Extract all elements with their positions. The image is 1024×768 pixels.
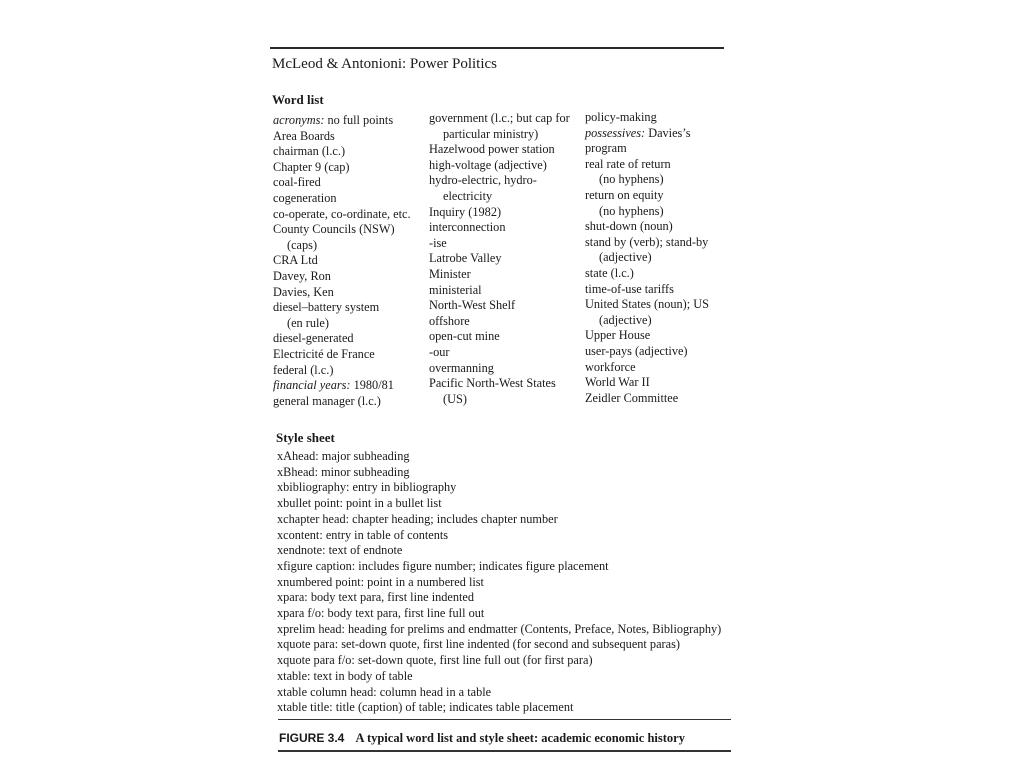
word-list-entry <box>429 220 577 236</box>
word-list-column-2 <box>429 111 577 407</box>
style-description: chapter heading; includes chapter number <box>352 511 558 526</box>
style-description: title (caption) of table; indicates table placement <box>335 700 574 715</box>
entry-text: (US) <box>443 391 467 406</box>
style-description: includes figure number; indicates figure placement <box>358 558 609 573</box>
word-list-entry <box>585 204 723 220</box>
style-description: entry in table of contents <box>325 527 449 542</box>
word-list-entry <box>273 363 423 379</box>
style-sheet-list <box>277 449 727 716</box>
word-list-entry <box>273 316 423 332</box>
entry-text: state (l.c.) <box>585 265 634 280</box>
entry-text: federal (l.c.) <box>273 362 334 377</box>
style-code: xpara f/o: <box>277 606 325 621</box>
entry-text: offshore <box>429 313 470 328</box>
word-list-entry <box>429 376 577 392</box>
word-list-entry <box>273 160 423 176</box>
word-list-entry <box>429 173 577 189</box>
word-list-entry <box>273 222 423 238</box>
word-list-entry <box>585 282 723 298</box>
entry-lead: acronyms: <box>273 113 325 127</box>
word-list-entry <box>429 189 577 205</box>
entry-text: United States (noun); US <box>585 297 709 312</box>
word-list-entry <box>429 283 577 299</box>
word-list-entry <box>429 361 577 377</box>
entry-text: diesel-generated <box>273 331 354 346</box>
style-code: xquote para f/o: <box>277 653 355 668</box>
entry-text: return on equity <box>585 187 664 202</box>
word-list-entry <box>273 253 423 269</box>
entry-text: user-pays (adjective) <box>585 343 688 358</box>
style-description: minor subheading <box>321 464 410 479</box>
style-code: xbibliography: <box>277 480 350 495</box>
entry-text: overmanning <box>429 360 494 375</box>
entry-lead: financial years: <box>273 378 351 393</box>
style-description: point in a numbered list <box>367 574 484 589</box>
style-code: xAhead: <box>277 449 319 463</box>
style-sheet-item <box>277 669 727 685</box>
word-list-entry <box>273 394 423 410</box>
word-list-entry <box>429 158 577 174</box>
caption-top-rule <box>278 719 731 720</box>
entry-text: (no hyphens) <box>599 203 664 218</box>
word-list-entry <box>273 238 423 254</box>
word-list-entry <box>585 157 723 173</box>
word-list-entry <box>273 269 423 285</box>
top-rule <box>270 47 724 49</box>
style-sheet-item <box>277 590 727 606</box>
style-sheet-item <box>277 465 727 481</box>
entry-text: Chapter 9 (cap) <box>273 159 350 174</box>
entry-text: -our <box>429 344 450 359</box>
entry-text: Inquiry (1982) <box>429 204 502 219</box>
entry-text: chairman (l.c.) <box>273 144 346 159</box>
style-description: heading for prelims and endmatter (Contents, Preface, Notes, Bibliography) <box>348 621 722 636</box>
entry-text: (caps) <box>287 237 318 252</box>
entry-text: program <box>585 141 627 156</box>
entry-text: high-voltage (adjective) <box>429 157 547 172</box>
word-list-entry <box>585 313 723 329</box>
word-list-entry <box>273 285 423 301</box>
entry-text: workforce <box>585 359 636 374</box>
word-list-entry <box>273 175 423 191</box>
style-sheet-item <box>277 575 727 591</box>
style-code: xpara: <box>277 590 308 605</box>
style-description: set-down quote, first line full out (for first para) <box>357 653 593 668</box>
style-code: xquote para: <box>277 637 339 652</box>
style-sheet-item <box>277 480 727 496</box>
style-code: xtable title: <box>277 700 333 715</box>
entry-text: diesel–battery system <box>273 300 380 315</box>
word-list-heading: Word list <box>272 92 324 107</box>
word-list-entry <box>429 298 577 314</box>
entry-text: coal-fired <box>273 175 321 190</box>
entry-text: interconnection <box>429 220 506 235</box>
word-list-entry <box>273 347 423 363</box>
entry-text: World War II <box>585 375 650 390</box>
word-list-entry <box>585 172 723 188</box>
style-code: xtable: <box>277 668 311 683</box>
style-code: xfigure caption: <box>277 558 356 573</box>
entry-text: Upper House <box>585 328 651 343</box>
entry-text: general manager (l.c.) <box>273 393 381 408</box>
style-sheet-item <box>277 496 727 512</box>
entry-text: Davey, Ron <box>273 268 331 283</box>
style-sheet-item <box>277 512 727 528</box>
figure-caption <box>279 731 685 746</box>
word-list-entry <box>429 267 577 283</box>
style-code: xtable column head: <box>277 684 377 699</box>
word-list-entry <box>585 219 723 235</box>
word-list-entry <box>585 360 723 376</box>
entry-text: policy-making <box>585 110 657 124</box>
style-code: xBhead: <box>277 464 318 479</box>
word-list-entry <box>429 314 577 330</box>
entry-text: Latrobe Valley <box>429 251 502 266</box>
style-code: xprelim head: <box>277 621 345 636</box>
style-sheet-item <box>277 606 727 622</box>
style-sheet-item <box>277 637 727 653</box>
entry-text: Zeidler Committee <box>585 390 679 405</box>
style-description: body text para, first line indented <box>310 590 475 605</box>
word-list-entry <box>429 329 577 345</box>
word-list-column-1 <box>273 113 423 409</box>
style-sheet-item <box>277 528 727 544</box>
entry-text: (no hyphens) <box>599 172 664 187</box>
entry-text: stand by (verb); stand-by <box>585 234 709 249</box>
style-sheet-item <box>277 622 727 638</box>
style-code: xbullet point: <box>277 496 343 511</box>
word-list-entry <box>585 266 723 282</box>
word-list-entry <box>585 375 723 391</box>
word-list-entry <box>429 251 577 267</box>
word-list-entry <box>429 236 577 252</box>
entry-text: Hazelwood power station <box>429 142 555 157</box>
entry-text: County Councils (NSW) <box>273 222 395 237</box>
word-list-entry <box>585 250 723 266</box>
word-list-entry <box>273 378 423 394</box>
entry-text: Electricité de France <box>273 346 375 361</box>
entry-text: 1980/81 <box>350 378 394 393</box>
word-list-entry <box>273 129 423 145</box>
style-code: xnumbered point: <box>277 574 365 589</box>
word-list-entry <box>585 141 723 157</box>
style-description: body text para, first line full out <box>327 606 485 621</box>
entry-lead: possessives: <box>585 125 646 140</box>
style-sheet-item <box>277 449 727 465</box>
word-list-entry <box>273 300 423 316</box>
entry-text: -ise <box>429 235 447 250</box>
entry-text: government (l.c.; but cap for <box>429 111 570 125</box>
word-list-entry <box>273 191 423 207</box>
style-description: column head in a table <box>379 684 492 699</box>
word-list-entry <box>429 392 577 408</box>
entry-text: open-cut mine <box>429 329 500 344</box>
style-description: point in a bullet list <box>346 496 442 511</box>
style-sheet-item <box>277 559 727 575</box>
style-description: text of endnote <box>328 543 403 558</box>
word-list-entry <box>585 297 723 313</box>
entry-text: time-of-use tariffs <box>585 281 674 296</box>
entry-text: North-West Shelf <box>429 298 516 313</box>
entry-text: Minister <box>429 266 471 281</box>
word-list-entry <box>429 345 577 361</box>
word-list-entry <box>585 391 723 407</box>
word-list-entry <box>429 205 577 221</box>
word-list-entry <box>273 207 423 223</box>
page-title: McLeod & Antonioni: Power Politics <box>272 56 497 72</box>
style-description: set-down quote, first line indented (for second and subsequent paras) <box>341 637 680 652</box>
style-sheet-item <box>277 653 727 669</box>
figure-caption-text: A typical word list and style sheet: academic economic history <box>355 731 685 745</box>
style-description: entry in bibliography <box>352 480 457 495</box>
entry-text: cogeneration <box>273 190 337 205</box>
word-list-entry <box>273 144 423 160</box>
word-list-column-3 <box>585 110 723 406</box>
entry-text: Davies, Ken <box>273 284 334 299</box>
word-list-entry <box>273 331 423 347</box>
style-sheet-item <box>277 700 727 716</box>
entry-text: real rate of return <box>585 156 671 171</box>
word-list-entry <box>585 344 723 360</box>
entry-text: ministerial <box>429 282 482 297</box>
style-description: major subheading <box>321 449 410 463</box>
style-sheet-item <box>277 543 727 559</box>
word-list-entry <box>429 111 577 127</box>
entry-text: Davies’s <box>645 125 691 140</box>
caption-bottom-rule <box>278 750 731 752</box>
entry-text: Pacific North-West States <box>429 376 556 391</box>
style-code: xcontent: <box>277 527 323 542</box>
word-list-entry <box>585 235 723 251</box>
entry-text: (adjective) <box>599 312 652 327</box>
word-list-entry <box>429 127 577 143</box>
style-sheet-heading: Style sheet <box>276 430 335 445</box>
entry-text: electricity <box>443 188 493 203</box>
word-list-entry <box>429 142 577 158</box>
style-description: text in body of table <box>313 668 413 683</box>
word-list-entry <box>585 110 723 126</box>
style-code: xendnote: <box>277 543 326 558</box>
entry-text: (adjective) <box>599 250 652 265</box>
figure-label: FIGURE 3.4 <box>279 731 345 745</box>
entry-text: hydro-electric, hydro- <box>429 173 537 188</box>
word-list-entry <box>585 328 723 344</box>
entry-text: shut-down (noun) <box>585 219 673 234</box>
entry-text: CRA Ltd <box>273 253 318 268</box>
word-list-entry <box>273 113 423 129</box>
style-code: xchapter head: <box>277 511 350 526</box>
entry-text: Area Boards <box>273 128 335 143</box>
entry-text: co-operate, co-ordinate, etc. <box>273 206 411 221</box>
word-list-entry <box>585 188 723 204</box>
style-sheet-item <box>277 685 727 701</box>
entry-text: no full points <box>324 113 394 127</box>
entry-text: (en rule) <box>287 315 329 330</box>
entry-text: particular ministry) <box>443 126 539 141</box>
word-list-entry <box>585 126 723 142</box>
